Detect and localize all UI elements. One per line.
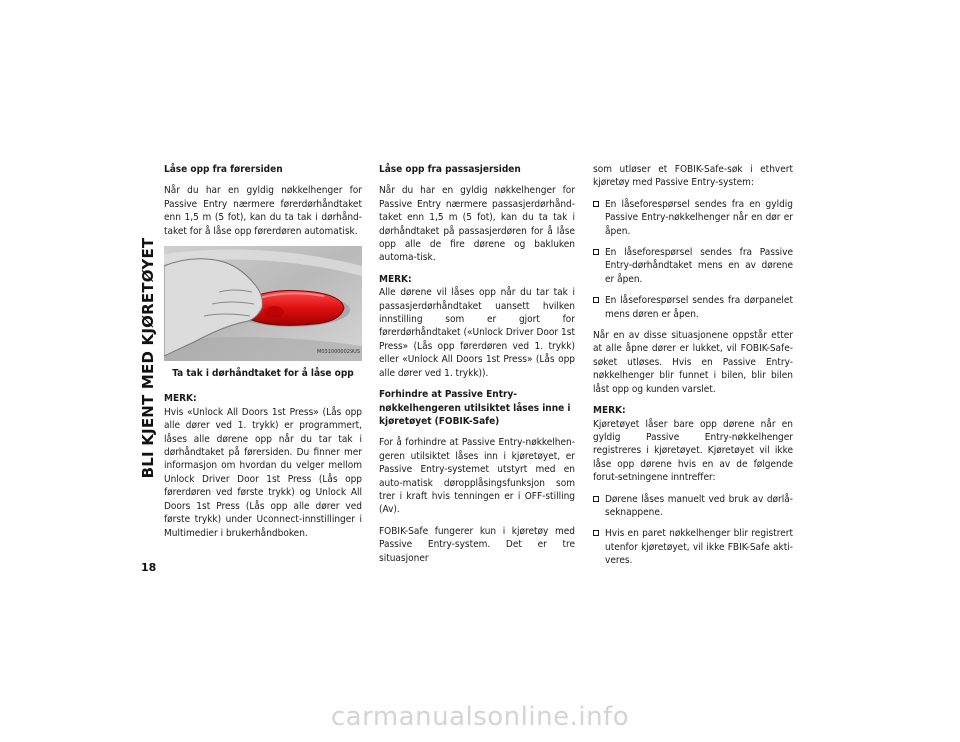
page-number: 18 bbox=[141, 561, 157, 574]
note-heading: MERK: bbox=[593, 405, 626, 417]
note-heading: MERK: bbox=[164, 393, 197, 405]
section-side-title-text: BLI KJENT MED KJØRETØYET bbox=[139, 237, 157, 479]
paragraph-fobik-situations: FOBIK-Safe fungerer kun i kjøretøy med Passive Entry-system. Det er tre situasjoner bbox=[379, 525, 575, 564]
section-side-title bbox=[136, 163, 160, 553]
watermark: carmanualsonline.info bbox=[330, 702, 630, 732]
list-item: Dørene låses manuelt ved bruk av dørlå-seknappene. bbox=[593, 493, 793, 520]
list-item: En låseforespørsel sendes fra en gyldig Passive Entry-nøkkelhenger når en dør er åpen. bbox=[593, 198, 793, 238]
checkbox-bullet-icon bbox=[593, 530, 599, 536]
paragraph-passenger-unlock: Når du har en gyldig nøkkelhenger for Passive Entry nærmere passasjerdørhånd-taket enn 1,5 m (5 fot), kan du ta tak i dørhåndtaket på passasjerdøren for å låse opp alle de fire dørene og bakluken automa-tisk. bbox=[379, 185, 575, 264]
list-item: En låseforespørsel sendes fra Passive Entry-dørhåndtaket mens en av dørene er åpen. bbox=[593, 246, 793, 286]
note-text: Alle dørene vil låses opp når du tar tak i passasjerdørhåndtaket uansett hvilken innstilling som er gjort for førerdørhåndtaket («Unlock Driver Door 1st Press» (Lås opp førerdøren ved 1. trykk) eller «Unlock All Doors 1st Press» (Lås opp alle dører ved 1. trykk)). bbox=[379, 287, 575, 379]
paragraph-fobik-intro: For å forhindre at Passive Entry-nøkkelhen-geren utilsiktet låses inn i kjøretøyet, er Passive Entry-systemet utstyrt med en auto-matisk døropplåsingsfunksjon som trer i kraft hvis tenningen er i OFF-stilling (Av). bbox=[379, 437, 575, 516]
note-text: Kjøretøyet låser bare opp dørene når en gyldig Passive Entry-nøkkelhenger registreres i kjøretøyet. Kjøretøyet vil ikke låse opp dørene hvis en av de følgende forut-setningene inntreffer: bbox=[593, 418, 793, 484]
heading-unlock-passenger-side: Låse opp fra passasjersiden bbox=[379, 164, 521, 175]
column-2 bbox=[379, 163, 575, 573]
checkbox-bullet-icon bbox=[593, 496, 599, 502]
heading-unlock-driver-side: Låse opp fra førersiden bbox=[164, 164, 283, 175]
paragraph-driver-unlock: Når du har en gyldig nøkkelhenger for Passive Entry nærmere førerdørhåndtaket enn 1,5 m (5 fot), kan du ta tak i dørhånd-taket for å låse opp førerdøren automatisk. bbox=[164, 185, 362, 237]
list-item: Hvis en paret nøkkelhenger blir registrert utenfor kjøretøyet, vil ikke FBIK-Safe akti-veres. bbox=[593, 527, 793, 567]
checkbox-bullet-icon bbox=[593, 249, 599, 255]
checkbox-bullet-icon bbox=[593, 297, 599, 303]
condition-list bbox=[593, 493, 793, 568]
note-heading: MERK: bbox=[379, 273, 412, 285]
list-item: En låseforespørsel sendes fra dørpanelet mens døren er åpen. bbox=[593, 294, 793, 321]
situation-list bbox=[593, 198, 793, 321]
paragraph-fobik-continued: som utløser et FOBIK-Safe-søk i ethvert kjøretøy med Passive Entry-system: bbox=[593, 164, 793, 189]
paragraph-fobik-search: Når en av disse situasjonene oppstår etter at alle åpne dører er lukket, vil FOBIK-Safe-søket utløses. Hvis en Passive Entry-nøkkelhenger blir funnet i bilen, blir bilen låst opp og kunden varslet. bbox=[593, 330, 793, 395]
column-1 bbox=[164, 163, 362, 548]
figure-caption: Ta tak i dørhåndtaket for å låse opp bbox=[172, 368, 354, 380]
checkbox-bullet-icon bbox=[593, 201, 599, 207]
heading-fobik-safe: Forhindre at Passive Entry-nøkkelhengeren utilsiktet låses inne i kjøretøyet (FOBIK-Safe) bbox=[379, 389, 571, 427]
door-handle-illustration bbox=[164, 246, 362, 361]
figure-code: M0310000029US bbox=[317, 348, 360, 355]
column-3 bbox=[593, 163, 793, 576]
door-handle-figure bbox=[164, 246, 362, 361]
note-text: Hvis «Unlock All Doors 1st Press» (Lås opp alle dører ved 1. trykk) er programmert, låses alle dørene opp når du tar tak i dørhåndtaket på førersiden. Du finner mer informasjon om hvordan du velger mellom Unlock Driver Door 1st Press (Lås opp førerdøren ved første trykk) og Unlock All Doors 1st Press (Lås opp alle dører ved første trykk) under Uconnect-innstillinger i Multimedier i brukerhåndboken. bbox=[164, 406, 362, 539]
